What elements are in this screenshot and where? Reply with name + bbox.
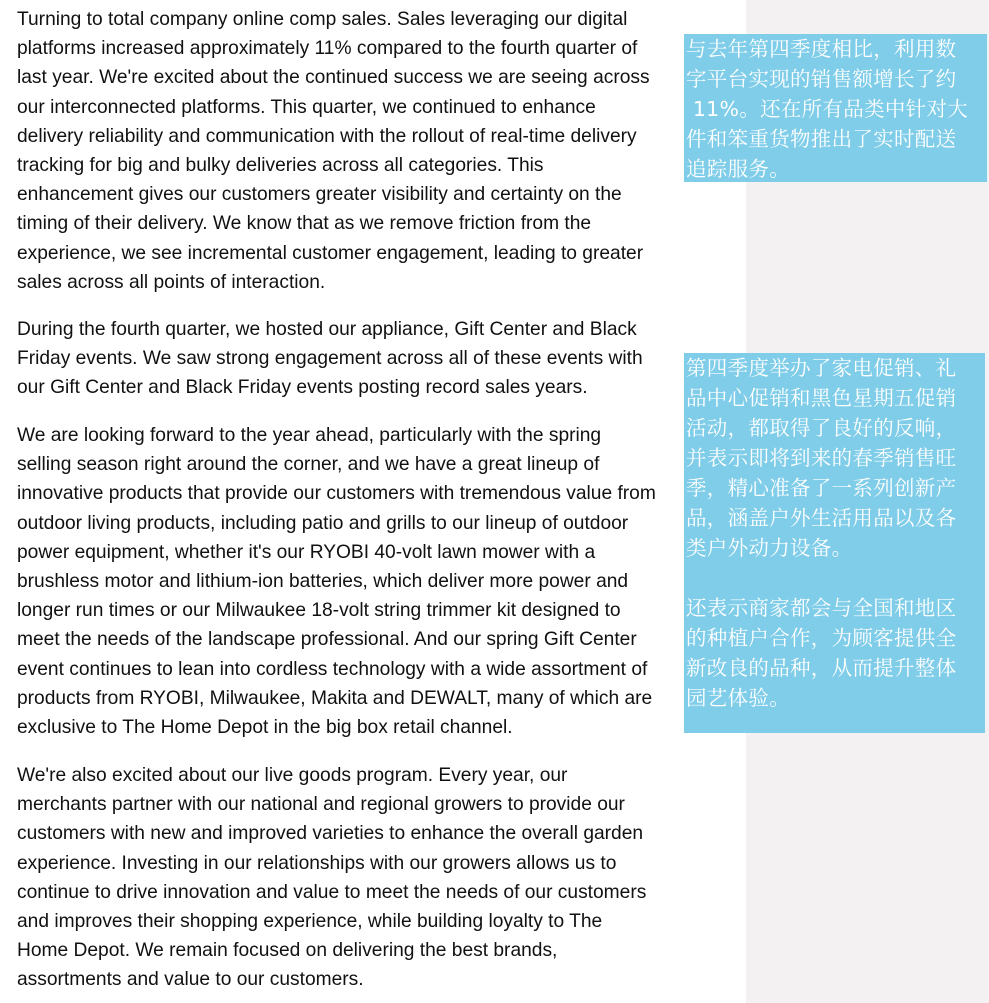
paragraph-online-sales: Turning to total company online comp sales. Sales leveraging our digital platforms increased approximately 11% compared to the fourth quarter of last year. We're excited about the continued success we are seeing across our interconnected platforms. This quarter, we continued to enhance delivery reliability and communication with the rollout of real-time delivery tracking for big and bulky deliveries across all categories. This enhancement gives our customers greater visibility and certainty on the timing of their delivery. We know that as we remove friction from the experience, we see incremental customer engagement, leading to greater sales across all points of interaction. (17, 9, 650, 293)
translation-note-online-sales: 与去年第四季度相比，利用数 字平台实现的销售额增长了约 11%。还在所有品类中针对大 件和笨重货物推出了实时配送 追踪服务。 (684, 34, 987, 182)
paragraph-live-goods: We're also excited about our live goods program. Every year, our merchants partner with our national and regional growers to provide our customers with new and improved varieties to enhance the overall garden experience. Investing in our relationships with our growers allows us to continue to drive innovation and value to meet the needs of our customers and improves their shopping experience, while building loyalty to The Home Depot. We remain focused on delivering the best brands, assortments and value to our customers. (17, 765, 647, 991)
translation-note-events-and-products: 第四季度举办了家电促销、礼 品中心促销和黑色星期五促销 活动，都取得了良好的反响， 并表示即将到来的春季销售旺 季，精心准备了一系列创新产 品，涵盖户外生活用品以及各 类户外动力设备。 还表示商家都会与全国和地区 的种植户合作，为顾客提供全 新改良的品种，从而提升整体 园艺体验。 (684, 353, 985, 733)
paragraph-spring-season: We are looking forward to the year ahead, particularly with the spring selling season right around the corner, and we have a great lineup of innovative products that provide our customers with tremendous value from outdoor living products, including patio and grills to our lineup of outdoor power equipment, whether it's our RYOBI 40-volt lawn mower with a brushless motor and lithium-ion batteries, which deliver more power and longer run times or our Milwaukee 18-volt string trimmer kit designed to meet the needs of the landscape professional. And our spring Gift Center event continues to lean into cordless technology with a wide assortment of products from RYOBI, Milwaukee, Makita and DEWALT, many of which are exclusive to The Home Depot in the big box retail channel. (17, 425, 656, 739)
paragraph-fourth-quarter-events: During the fourth quarter, we hosted our appliance, Gift Center and Black Friday events. We saw strong engagement across all of these events with our Gift Center and Black Friday events posting record sales years. (17, 319, 643, 399)
